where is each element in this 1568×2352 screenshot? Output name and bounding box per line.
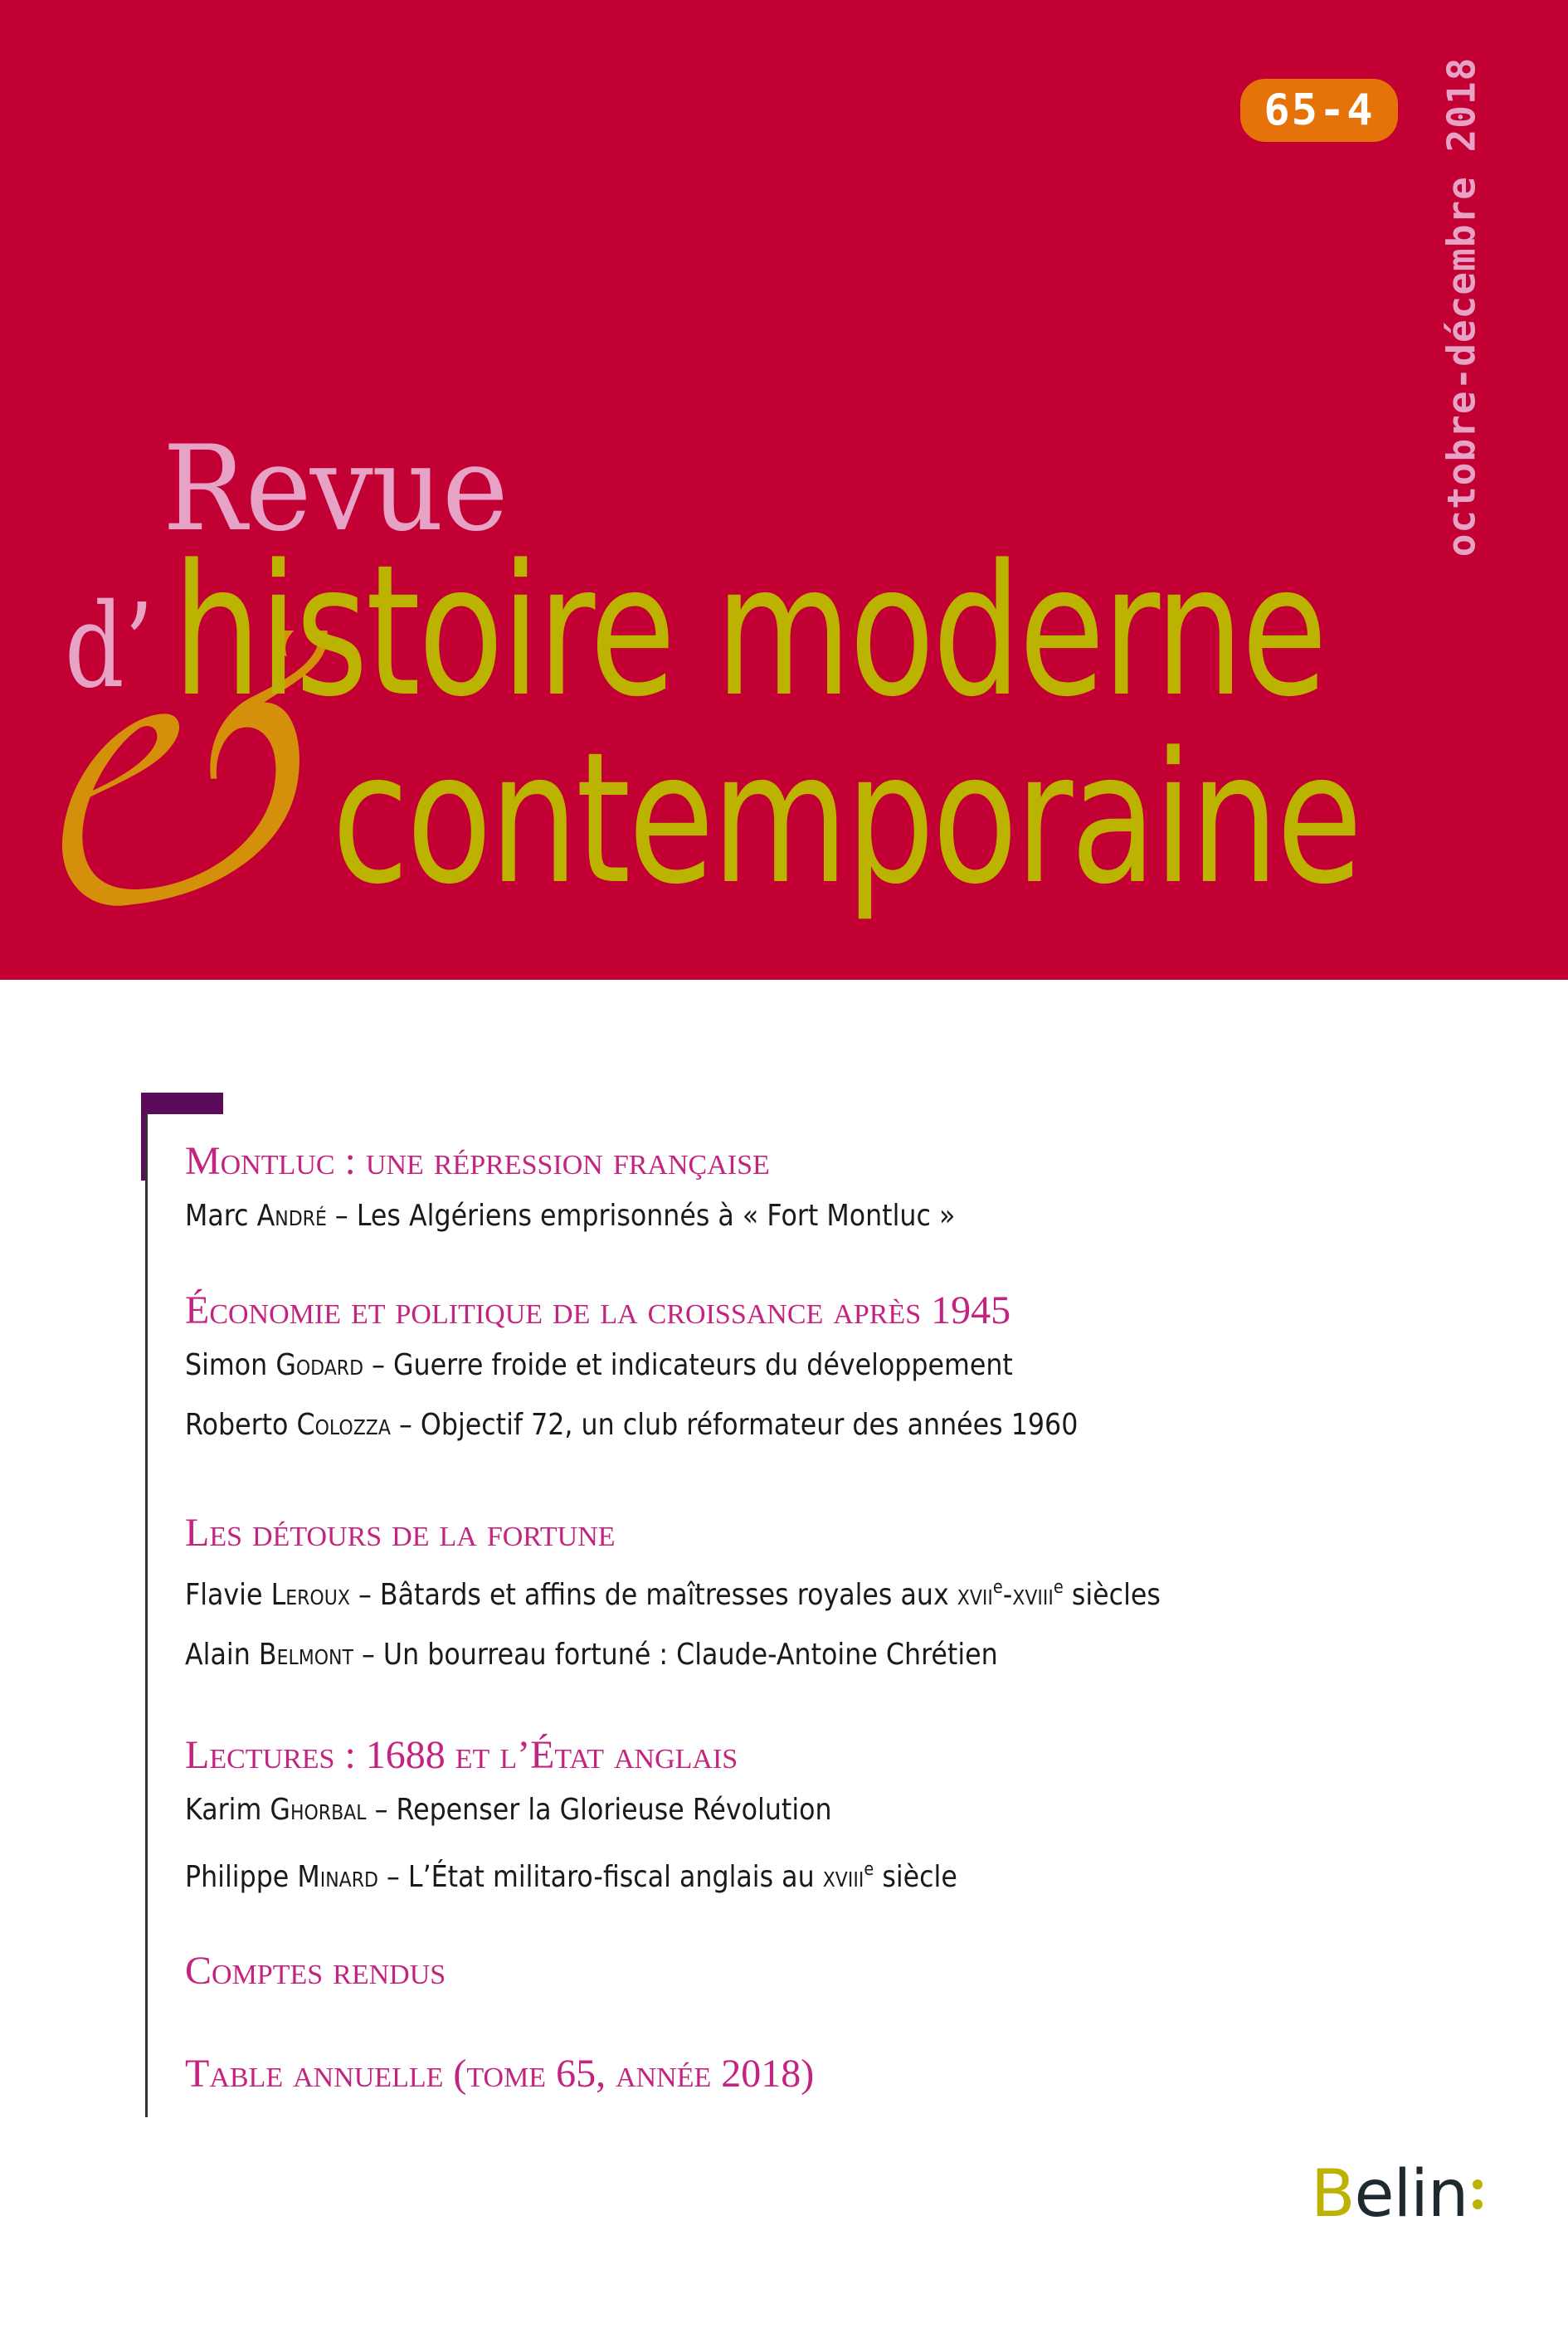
article-entry[interactable] [185, 1186, 1353, 1246]
dash-separator: – [366, 1793, 397, 1827]
dash-separator: – [377, 1860, 408, 1894]
issue-date-vertical [1439, 56, 1483, 558]
article-title-end: siècles [1063, 1578, 1161, 1612]
publisher-colon-icon [1473, 2166, 1484, 2216]
author-first-name: Roberto [185, 1408, 289, 1442]
journal-title-d-apostrophe: d’ [65, 579, 154, 714]
dash-separator: – [349, 1578, 380, 1612]
century-separator: - [1002, 1578, 1013, 1612]
article-title: Repenser la Glorieuse Révolution [396, 1793, 832, 1827]
publisher-logo [1311, 2157, 1484, 2232]
dash-separator: – [326, 1199, 357, 1233]
toc-section-fortune [185, 1508, 1512, 1685]
article-title: Guerre froide et indicateurs du développement [392, 1348, 1013, 1382]
article-title: Les Algériens emprisonnés à « Fort Montluc » [356, 1199, 956, 1233]
section-title: Les détours de la fortune [185, 1511, 616, 1555]
journal-title-revue: Revue [163, 421, 507, 558]
cover-header-band [0, 0, 1568, 980]
century-superscript: e [864, 1859, 874, 1880]
section-title[interactable]: Table annuelle (tome 65, année 2018) [185, 2052, 815, 2096]
journal-title-line1: histoire moderne [173, 527, 1326, 737]
article-entry[interactable] [185, 1395, 1353, 1455]
article-entry[interactable] [185, 1840, 1353, 1907]
publisher-logo-initial: B [1311, 2157, 1355, 2232]
author-first-name: Marc [185, 1199, 249, 1233]
toc-section-montluc [185, 1137, 1512, 1246]
author-first-name: Karim [185, 1793, 262, 1827]
author-last-name: Ghorbal [270, 1793, 367, 1827]
issue-number-badge: 65-4 [1240, 79, 1398, 142]
author-first-name: Simon [185, 1348, 268, 1382]
section-title: Économie et politique de la croissance après 1945 [185, 1288, 1011, 1332]
century-superscript: e [1053, 1577, 1064, 1598]
dash-separator: – [390, 1408, 421, 1442]
century-numeral: xviii [822, 1860, 864, 1894]
toc-section-lectures [185, 1731, 1512, 1907]
dash-separator: – [353, 1638, 383, 1672]
article-title: Bâtards et affins de maîtresses royales aux [379, 1578, 957, 1612]
article-title: L’État militaro-fiscal anglais au [407, 1860, 823, 1894]
toc-vertical-rule [145, 1112, 148, 2117]
section-title[interactable]: Comptes rendus [185, 1949, 446, 1993]
article-entry[interactable] [185, 1558, 1353, 1625]
article-entry[interactable] [185, 1625, 1353, 1685]
author-last-name: Leroux [270, 1578, 350, 1612]
toc-section-comptes-rendus [185, 1946, 1512, 1996]
century-superscript: e [992, 1577, 1003, 1598]
author-first-name: Philippe [185, 1860, 290, 1894]
dash-separator: – [363, 1348, 393, 1382]
author-last-name: Colozza [296, 1408, 391, 1442]
article-entry[interactable] [185, 1780, 1353, 1840]
section-title: Lectures : 1688 et l’État anglais [185, 1733, 738, 1777]
article-title: Un bourreau fortuné : Claude-Antoine Chrétien [382, 1638, 998, 1672]
author-first-name: Flavie [185, 1578, 263, 1612]
issue-date-label: octobre-décembre 2018 [1439, 56, 1483, 558]
author-last-name: Belmont [258, 1638, 353, 1672]
article-title-end: siècle [874, 1860, 957, 1894]
author-last-name: André [256, 1199, 327, 1233]
section-title: Montluc : une répression française [185, 1139, 770, 1183]
toc-section-table-annuelle [185, 2049, 1512, 2099]
publisher-logo-rest: elin [1354, 2157, 1468, 2232]
journal-title-line2: contemporaine [332, 714, 1361, 924]
author-first-name: Alain [185, 1638, 251, 1672]
century-numeral: xvii [957, 1578, 993, 1612]
author-last-name: Minard [297, 1860, 378, 1894]
author-last-name: Godard [275, 1348, 364, 1382]
toc-bracket-top [141, 1093, 223, 1114]
toc-section-economie [185, 1286, 1512, 1455]
century-numeral: xviii [1012, 1578, 1054, 1612]
article-title: Objectif 72, un club réformateur des années 1960 [420, 1408, 1079, 1442]
article-entry[interactable] [185, 1336, 1353, 1395]
